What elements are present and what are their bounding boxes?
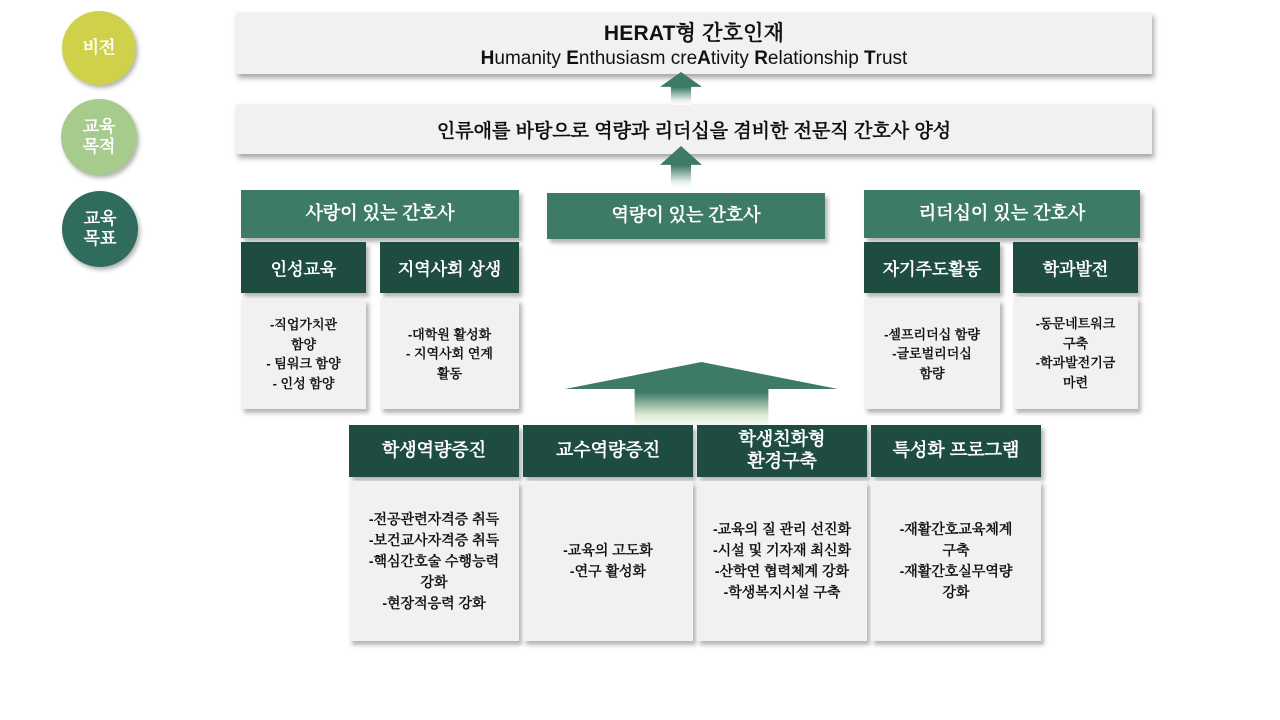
strategy-detail-specialized-program: -재활간호교육체계 구축 -재활간호실무역량 강화 [871,481,1041,641]
subcategory-personality-education: 인성교육 [241,242,366,293]
detail-box-community: -대학원 활성화 - 지역사회 연계 활동 [380,299,519,409]
detail-box-self-directed: -셀프리더십 함량 -글로벌리더십 함량 [864,299,1000,409]
strategy-header-faculty-competence: 교수역량증진 [523,425,693,477]
subcategory-community-coexistence: 지역사회 상생 [380,242,519,293]
goal-header-competence: 역량이 있는 간호사 [547,193,825,239]
education-purpose-banner [236,104,1152,154]
strategy-detail-student-competence: -전공관련자격증 취득 -보건교사자격증 취득 -핵심간호술 수행능력 강화 -현장적응력 강화 [349,481,519,641]
detail-box-personality: -직업가치관 함양 - 팀워크 함양 - 인성 함양 [241,299,366,409]
goal-header-love: 사랑이 있는 간호사 [241,190,519,238]
subcategory-self-directed-activity: 자기주도활동 [864,242,1000,293]
goal-header-leadership: 리더십이 있는 간호사 [864,190,1140,238]
education-goal-circle: 교육 목표 [62,191,138,267]
education-purpose-text: 인류애를 바탕으로 역량과 리더십을 겸비한 전문직 간호사 양성 [436,120,952,142]
up-arrow-icon [660,72,702,105]
detail-box-department-development: -동문네트워크 구축 -학과발전기금 마련 [1013,297,1138,409]
vision-circle: 비전 [62,11,136,85]
strategy-header-student-competence: 학생역량증진 [349,425,519,477]
strategy-detail-student-friendly-environment: -교육의 질 관리 선진화 -시설 및 기자재 최신화 -산학연 협력체계 강화 -학생복지시설 구축 [697,481,867,641]
strategy-header-specialized-program: 특성화 프로그램 [871,425,1041,477]
vision-banner [236,12,1152,74]
strategy-header-student-friendly-environment: 학생친화형 환경구축 [697,425,867,477]
subcategory-department-development: 학과발전 [1013,242,1138,293]
vision-subtitle: Humanity Enthusiasm creAtivity Relationship Trust [480,47,908,69]
vision-title: HERAT형 간호인재 [603,21,785,45]
strategy-detail-faculty-competence: -교육의 고도화 -연구 활성화 [523,481,693,641]
big-up-arrow-icon [565,362,838,428]
education-purpose-circle: 교육 목적 [61,99,137,175]
